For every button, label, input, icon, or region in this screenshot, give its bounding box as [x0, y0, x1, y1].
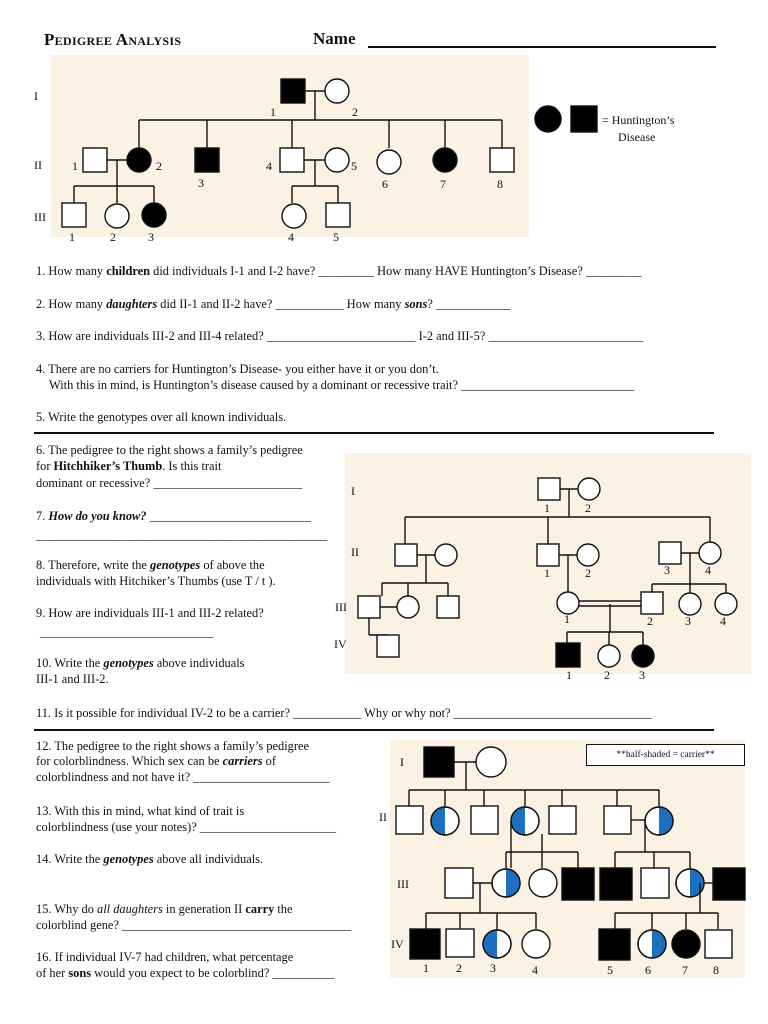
question-5: 5. Write the genotypes over all known individuals.: [36, 410, 287, 424]
svg-text:2: 2: [647, 614, 653, 628]
question-1: 1. How many children did individuals I-1 and I-2 have? _________ How many HAVE Huntington’s Disease? _________: [36, 264, 642, 278]
question-12: 12. The pedigree to the right shows a family’s pedigree: [36, 739, 309, 753]
gen-label: IV: [334, 637, 347, 651]
svg-text:5: 5: [351, 159, 357, 173]
gen-label: III: [397, 877, 409, 891]
question-6: 6. The pedigree to the right shows a family’s pedigree: [36, 443, 303, 457]
svg-text:3: 3: [685, 614, 691, 628]
svg-text:2: 2: [352, 105, 358, 119]
legend-text: = Huntington’s: [602, 113, 675, 127]
question-10: 10. Write the genotypes above individuals: [36, 656, 245, 670]
gen-label: II: [379, 810, 387, 824]
question-12-line-3: colorblindness and not have it? ______________________: [36, 770, 330, 784]
question-11: 11. Is it possible for individual IV-2 to be a carrier? ___________ Why or why not? ________________________________: [36, 706, 652, 720]
gen-label: III: [34, 210, 46, 224]
question-8-line-2: individuals with Hitchiker’s Thumbs (use T / t ).: [36, 574, 276, 588]
svg-text:1: 1: [566, 668, 572, 682]
question-15-line-2: colorblind gene? _____________________________________: [36, 918, 352, 932]
svg-text:3: 3: [198, 176, 204, 190]
question-7: 7. How do you know? __________________________: [36, 509, 311, 523]
svg-text:3: 3: [664, 563, 670, 577]
carrier-legend: **half-shaded = carrier**: [586, 744, 745, 766]
svg-text:1: 1: [564, 612, 570, 626]
svg-text:2: 2: [585, 501, 591, 515]
svg-text:1: 1: [72, 159, 78, 173]
svg-text:3: 3: [490, 961, 496, 975]
question-16-line-2: of her sons would you expect to be colorblind? __________: [36, 966, 335, 980]
question-7-line-2: _______________________________________________: [36, 528, 328, 542]
question-9: 9. How are individuals III-1 and III-2 related?: [36, 606, 264, 620]
svg-text:1: 1: [270, 105, 276, 119]
svg-text:3: 3: [639, 668, 645, 682]
svg-text:4: 4: [720, 614, 726, 628]
svg-text:6: 6: [382, 177, 388, 191]
question-13: 13. With this in mind, what kind of trait is: [36, 804, 245, 818]
svg-text:7: 7: [682, 963, 688, 977]
question-14: 14. Write the genotypes above all individuals.: [36, 852, 264, 866]
svg-text:5: 5: [333, 230, 339, 244]
gen-label: IV: [391, 937, 404, 951]
svg-text:1: 1: [69, 230, 75, 244]
svg-text:2: 2: [585, 566, 591, 580]
svg-text:4: 4: [705, 563, 711, 577]
svg-text:4: 4: [266, 159, 272, 173]
svg-text:2: 2: [456, 961, 462, 975]
svg-text:1: 1: [544, 501, 550, 515]
gen-label: II: [351, 545, 359, 559]
svg-text:2: 2: [156, 159, 162, 173]
question-4-line-2: With this in mind, is Huntington’s disease caused by a dominant or recessive trait? ____________________________: [49, 378, 635, 392]
question-6-line-3: dominant or recessive? ________________________: [36, 476, 303, 490]
question-16: 16. If individual IV-7 had children, what percentage: [36, 950, 294, 964]
gen-label: I: [351, 484, 355, 498]
gen-label: I: [34, 89, 38, 103]
svg-text:5: 5: [607, 963, 613, 977]
question-6-line-2: for Hitchhiker’s Thumb. Is this trait: [36, 459, 222, 473]
legend-text: Disease: [618, 130, 656, 144]
svg-text:2: 2: [110, 230, 116, 244]
page-title: Pedigree Analysis: [44, 30, 182, 49]
question-13-line-2: colorblindness (use your notes)? ______________________: [36, 820, 337, 834]
question-4: 4. There are no carriers for Huntington’s Disease- you either have it or you don’t.: [36, 362, 439, 376]
svg-text:8: 8: [713, 963, 719, 977]
question-12-line-2: for colorblindness. Which sex can be carriers of: [36, 754, 276, 768]
svg-text:4: 4: [532, 963, 538, 977]
question-9-line-2: ____________________________: [40, 625, 214, 639]
svg-text:2: 2: [604, 668, 610, 682]
svg-text:1: 1: [423, 961, 429, 975]
svg-text:1: 1: [544, 566, 550, 580]
svg-text:8: 8: [497, 177, 503, 191]
svg-text:7: 7: [440, 177, 446, 191]
svg-text:4: 4: [288, 230, 294, 244]
name-label: Name: [313, 29, 356, 48]
question-8: 8. Therefore, write the genotypes of above the: [36, 558, 265, 572]
svg-text:6: 6: [645, 963, 651, 977]
svg-text:3: 3: [148, 230, 154, 244]
question-2: 2. How many daughters did II-1 and II-2 have? ___________ How many sons? ____________: [36, 297, 511, 311]
gen-label: II: [34, 158, 42, 172]
gen-label: I: [400, 755, 404, 769]
question-3: 3. How are individuals III-2 and III-4 related? ________________________ I-2 and III-5? _________________________: [36, 329, 644, 343]
question-15: 15. Why do all daughters in generation II carry the: [36, 902, 293, 916]
gen-label: III: [335, 600, 347, 614]
question-10-line-2: III-1 and III-2.: [36, 672, 109, 686]
